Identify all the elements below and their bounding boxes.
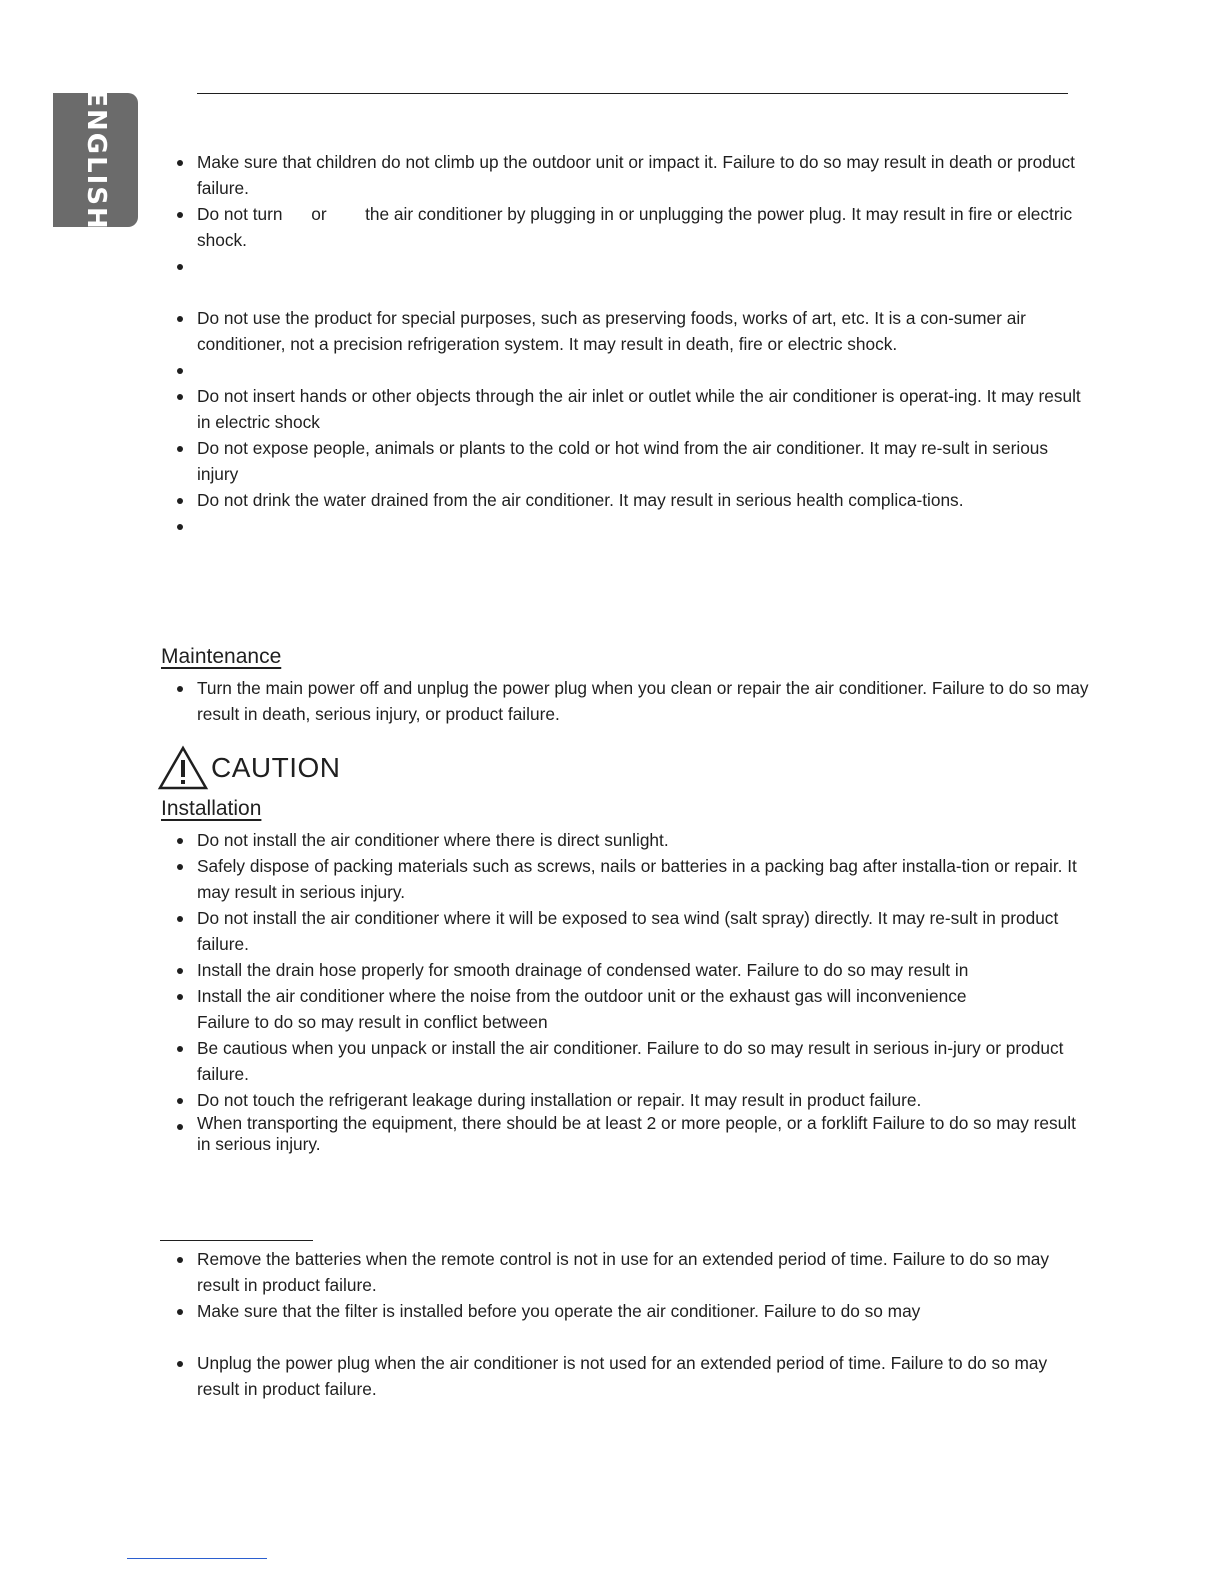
maintenance-list	[160, 675, 1090, 727]
list-item: Make sure that children do not climb up the outdoor unit or impact it. Failure to do so may result in death or product failure.	[160, 149, 1090, 201]
caution-label: CAUTION	[211, 752, 341, 783]
list-item: Install the air conditioner where the noise from the outdoor unit or the exhaust gas will inconvenience Failure to do so may result in conflict between	[160, 983, 1090, 1035]
caution-banner	[157, 745, 341, 791]
installation-heading: Installation	[161, 797, 262, 820]
list-item: Install the drain hose properly for smooth drainage of condensed water. Failure to do so may result in	[160, 957, 1090, 983]
list-item: Remove the batteries when the remote control is not in use for an extended period of time. Failure to do so may result in product failure.	[160, 1246, 1090, 1298]
warning-triangle-icon	[157, 745, 209, 791]
list-item	[160, 513, 1090, 539]
list-item: Do not expose people, animals or plants to the cold or hot wind from the air conditioner. It may re-sult in serious injury	[160, 435, 1090, 487]
list-item: Safely dispose of packing materials such as screws, nails or batteries in a packing bag after installa-tion or repair. It may result in serious injury.	[160, 853, 1090, 905]
footer-link-line	[127, 1558, 267, 1559]
list-item: Do not turn or the air conditioner by plugging in or unplugging the power plug. It may result in fire or electric shock.	[160, 201, 1090, 253]
list-item: Make sure that the filter is installed before you operate the air conditioner. Failure to do so may	[160, 1298, 1090, 1324]
list-item: Be cautious when you unpack or install the air conditioner. Failure to do so may result in serious in-jury or product failure.	[160, 1035, 1090, 1087]
list-item: When transporting the equipment, there should be at least 2 or more people, or a forklift Failure to do so may result in serious injury.	[160, 1113, 1090, 1155]
list-item: Do not use the product for special purposes, such as preserving foods, works of art, etc. It is a con-sumer air conditioner, not a precision refrigeration system. It may result in death, fire or electric shock.	[160, 305, 1090, 357]
section-divider	[160, 1240, 313, 1241]
top-divider	[197, 93, 1068, 94]
list-item: Do not drink the water drained from the air conditioner. It may result in serious health complica-tions.	[160, 487, 1090, 513]
list-item: Do not install the air conditioner where there is direct sunlight.	[160, 827, 1090, 853]
list-item: Do not touch the refrigerant leakage during installation or repair. It may result in product failure.	[160, 1087, 1090, 1113]
list-item	[160, 253, 1090, 279]
language-tab[interactable]	[53, 89, 138, 231]
operation-list	[160, 1246, 1090, 1402]
list-item: Do not install the air conditioner where it will be exposed to sea wind (salt spray) directly. It may re-sult in product failure.	[160, 905, 1090, 957]
installation-list	[160, 827, 1090, 1155]
language-tab-label: ENGLISH	[80, 89, 111, 231]
maintenance-heading: Maintenance	[161, 645, 282, 668]
list-item	[160, 357, 1090, 383]
warning-list	[160, 149, 1090, 539]
list-item: Unplug the power plug when the air conditioner is not used for an extended period of time. Failure to do so may result in product failure.	[160, 1350, 1090, 1402]
list-item: Do not insert hands or other objects through the air inlet or outlet while the air conditioner is operat-ing. It may result in electric shock	[160, 383, 1090, 435]
list-item: Turn the main power off and unplug the power plug when you clean or repair the air conditioner. Failure to do so may result in death, serious injury, or product failure.	[160, 675, 1090, 727]
